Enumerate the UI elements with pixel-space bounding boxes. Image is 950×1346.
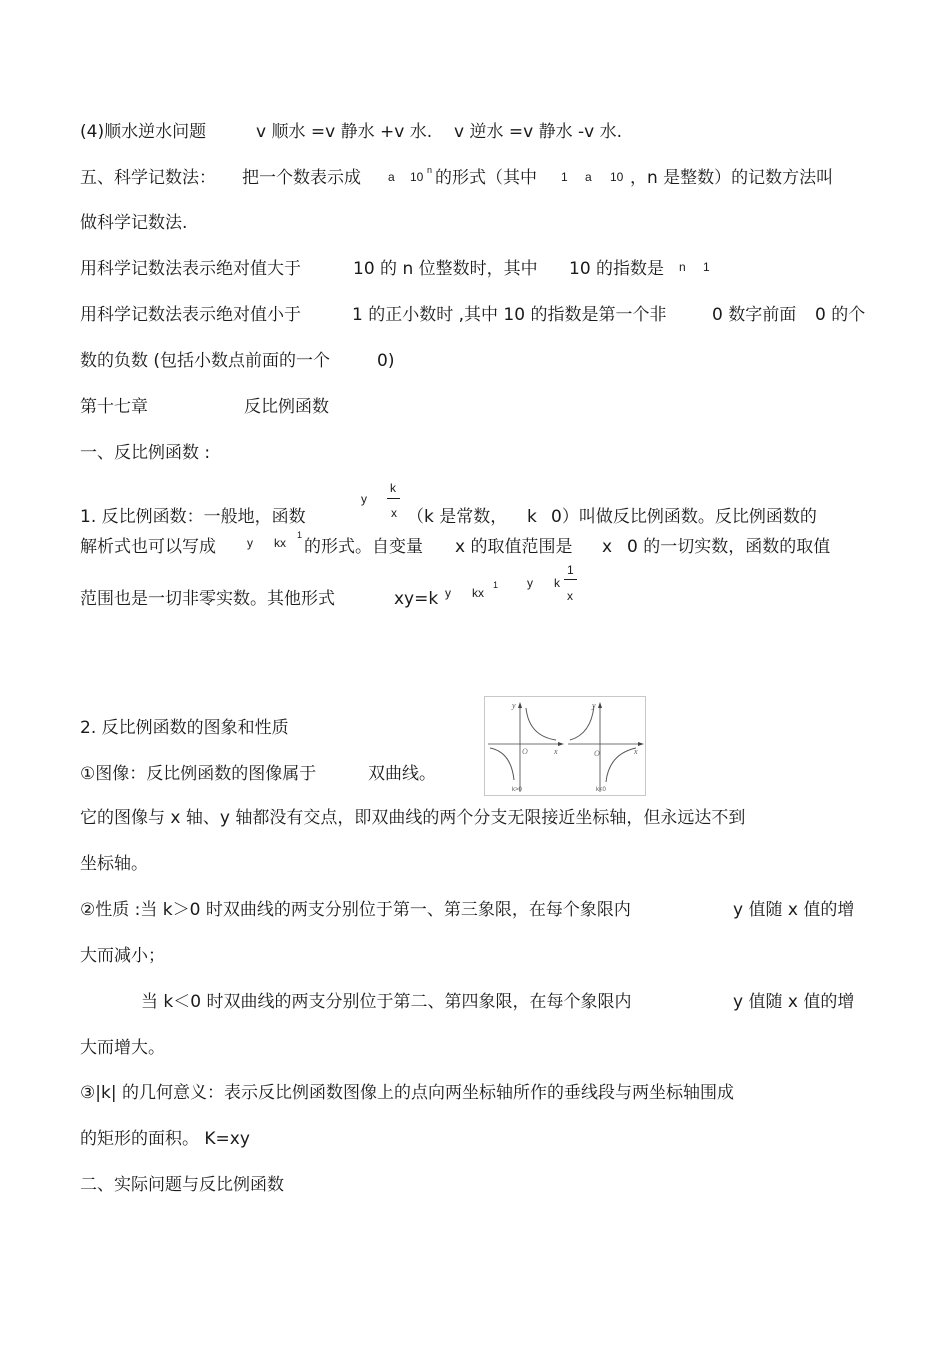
text: y 值随 x 值的增: [733, 992, 855, 1012]
text: ③|k| 的几何意义：表示反比例函数图像上的点向两坐标轴所作的垂线段与两坐标轴围成: [80, 1083, 734, 1103]
formula-one: 1: [703, 260, 710, 274]
fraction-denominator-x: x: [567, 589, 573, 603]
text: 做科学记数法.: [80, 213, 188, 233]
text: x: [602, 537, 613, 557]
text: 0 数字前面: [712, 305, 797, 325]
text: 坐标轴。: [80, 854, 148, 874]
formula-one: 1: [561, 170, 568, 184]
text: 数的负数 (包括小数点前面的一个: [80, 351, 331, 371]
graph-caption: k<0: [596, 787, 606, 793]
formula-xy-k: xy=k: [394, 589, 439, 609]
text: 大而减小；: [80, 946, 165, 966]
text: 0 的个: [815, 305, 866, 325]
graph-k-positive: [488, 701, 564, 793]
text: 解析式也可以写成: [80, 537, 216, 557]
text: 的形式（其中: [435, 168, 537, 188]
chapter-title: 反比例函数: [244, 397, 329, 417]
formula-a: a: [388, 170, 395, 184]
chapter-number: 第十七章: [80, 397, 148, 417]
formula-ten: 10: [610, 170, 624, 184]
hyperbola-graph-figure: [484, 696, 646, 796]
fraction-numerator-k: k: [390, 481, 396, 495]
text: k: [527, 507, 537, 527]
text: 范围也是一切非零实数。其他形式: [80, 589, 335, 609]
section-heading: 二、实际问题与反比例函数: [80, 1175, 284, 1195]
axis-label-x: x: [554, 747, 558, 756]
formula-a: a: [585, 170, 592, 184]
text: 用科学记数法表示绝对值大于: [80, 259, 301, 279]
fraction-bar: [387, 498, 400, 499]
fraction-denominator-x: x: [391, 506, 397, 520]
text: 10 的指数是: [569, 259, 665, 279]
text: 的矩形的面积。 K=xy: [80, 1129, 250, 1149]
formula-kx: kx: [472, 586, 484, 600]
text: 的形式。自变量: [304, 537, 423, 557]
formula-y: y: [247, 536, 253, 550]
text: ，n 是整数）的记数方法叫: [630, 168, 834, 188]
axis-label-y: y: [512, 701, 516, 710]
formula-y: y: [527, 576, 533, 590]
origin-label: O: [594, 749, 600, 758]
text: 10 的 n 位整数时，其中: [353, 259, 538, 279]
text: 把一个数表示成: [242, 168, 361, 188]
text: 它的图像与 x 轴、y 轴都没有交点，即双曲线的两个分支无限接近坐标轴，但永远达不到: [80, 808, 746, 828]
text: ①图像：反比例函数的图像属于: [80, 764, 317, 784]
text: ②性质 :当 k＞0 时双曲线的两支分别位于第一、第三象限，在每个象限内: [80, 900, 631, 920]
text: 1 的正小数时 ,其中 10 的指数是第一个非: [352, 305, 667, 325]
text: 当 k＜0 时双曲线的两支分别位于第二、第四象限，在每个象限内: [141, 992, 632, 1012]
formula-exponent-n: n: [427, 165, 433, 175]
formula-n: n: [679, 260, 686, 274]
text: 大而增大。: [80, 1038, 165, 1058]
text: 用科学记数法表示绝对值小于: [80, 305, 301, 325]
section-heading: 一、反比例函数 :: [80, 443, 211, 463]
origin-label: O: [522, 747, 528, 756]
formula-ten: 10: [410, 170, 424, 184]
formula-exponent: 1: [297, 530, 303, 540]
graph-caption: k>0: [512, 787, 522, 793]
line-water-problem: (4)顺水逆水问题: [80, 122, 207, 142]
text: y 值随 x 值的增: [733, 900, 855, 920]
formula-downstream: v 顺水 =v 静水 +v 水.: [256, 122, 433, 142]
text: （k 是常数，: [407, 507, 508, 527]
text: 1. 反比例函数：一般地，函数: [80, 507, 306, 527]
formula-y: y: [361, 492, 367, 506]
axis-label-y: y: [592, 701, 596, 710]
fraction-bar: [564, 579, 577, 580]
text: x 的取值范围是: [455, 537, 573, 557]
axis-label-x: x: [634, 747, 638, 756]
text: 0): [377, 351, 395, 371]
text: 0 的一切实数，函数的取值: [627, 537, 831, 557]
formula-upstream: v 逆水 =v 静水 -v 水.: [454, 122, 622, 142]
formula-exponent: 1: [493, 580, 499, 590]
subsection-heading: 2. 反比例函数的图象和性质: [80, 718, 289, 738]
fraction-numerator-one: 1: [567, 563, 574, 577]
graph-k-negative: [568, 701, 644, 793]
formula-k: k: [554, 576, 560, 590]
text: 双曲线。: [368, 764, 436, 784]
formula-y: y: [445, 586, 451, 600]
formula-kx: kx: [274, 536, 286, 550]
heading-scientific-notation: 五、科学记数法：: [80, 168, 216, 188]
text: 0）叫做反比例函数。反比例函数的: [551, 507, 817, 527]
